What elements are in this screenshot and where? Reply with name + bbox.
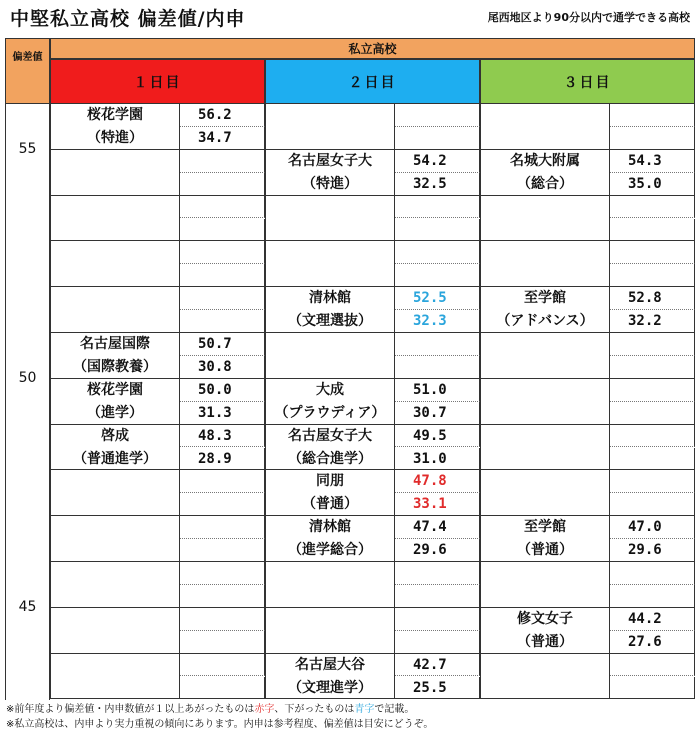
value-cell <box>180 677 265 700</box>
school-name: 清林館 <box>309 519 351 536</box>
value-cell <box>610 333 695 356</box>
day-header-3: ３日目 <box>480 59 695 104</box>
naishin-value: 30.7 <box>413 404 447 421</box>
school-name: 清林館 <box>309 290 351 307</box>
axis-label-50: 50 <box>18 369 37 386</box>
school-name: 名古屋女子大 <box>288 427 372 444</box>
name-cell <box>265 333 395 379</box>
value-cell <box>395 127 480 150</box>
axis-label-45: 45 <box>18 598 37 615</box>
name-cell <box>50 470 180 516</box>
name-cell <box>50 654 180 700</box>
name-cell <box>480 562 610 608</box>
value-cell <box>610 654 695 677</box>
school-name: 桜花学園 <box>87 107 143 123</box>
school-name: 名古屋女子大 <box>288 152 372 169</box>
hensachi-value: 54.2 <box>413 152 447 169</box>
footnote-1: ※前年度より偏差値・内申数値が１以上あがったものは赤字、下がったものは青字で記載。 <box>6 704 415 715</box>
hensachi-value: 50.7 <box>198 336 232 352</box>
page-subtitle: 尾西地区より90分以内で通学できる高校 <box>487 11 690 24</box>
school-course: （普通） <box>517 633 573 650</box>
naishin-value: 27.6 <box>628 633 662 650</box>
school-name: 桜花学園 <box>87 381 143 398</box>
naishin-value: 34.7 <box>198 129 232 146</box>
naishin-value: 29.6 <box>413 542 447 559</box>
school-name: 名古屋国際 <box>80 336 150 352</box>
school-course: （総合） <box>517 175 573 192</box>
value-cell <box>395 631 480 654</box>
naishin-value: 25.5 <box>413 679 447 696</box>
value-cell <box>180 631 265 654</box>
name-cell <box>50 608 180 654</box>
name-cell <box>480 425 610 471</box>
name-cell <box>480 104 610 150</box>
hensachi-value: 42.7 <box>413 656 447 673</box>
value-cell <box>395 196 480 219</box>
school-course: （プラウディア） <box>274 404 386 421</box>
axis-header: 偏差値 <box>5 38 50 104</box>
school-name: 啓成 <box>101 427 129 444</box>
day-header-2: ２日目 <box>265 59 480 104</box>
value-cell <box>395 562 480 585</box>
name-cell <box>50 150 180 196</box>
school-course: （進学） <box>87 404 143 421</box>
name-cell <box>480 654 610 700</box>
value-cell <box>610 379 695 402</box>
name-cell <box>265 562 395 608</box>
hensachi-value: 44.2 <box>628 610 662 627</box>
value-cell <box>180 654 265 677</box>
hensachi-value: 52.8 <box>628 290 662 307</box>
school-course: （総合進学） <box>288 450 372 467</box>
value-cell <box>395 219 480 242</box>
value-cell <box>610 562 695 585</box>
school-name: 名古屋大谷 <box>295 656 365 673</box>
value-cell <box>180 264 265 287</box>
name-cell <box>50 196 180 242</box>
value-cell <box>395 608 480 631</box>
page-title: 中堅私立高校 偏差値/内申 <box>10 8 246 30</box>
name-cell <box>265 608 395 654</box>
footnote-2: ※私立高校は、内申より実力重視の傾向にあります。内申は参考程度、偏差値は目安にどうぞ。 <box>6 719 434 730</box>
hensachi-value: 51.0 <box>413 381 447 398</box>
name-cell <box>480 379 610 425</box>
value-cell <box>395 241 480 264</box>
school-name: 同朋 <box>316 473 344 490</box>
name-cell <box>265 196 395 242</box>
value-cell <box>395 333 480 356</box>
hensachi-value: 49.5 <box>413 427 447 444</box>
value-cell <box>610 448 695 471</box>
value-cell <box>610 402 695 425</box>
value-cell <box>180 310 265 333</box>
school-name: 修文女子 <box>517 610 573 627</box>
name-cell <box>480 241 610 287</box>
school-course: （文理進学） <box>288 679 372 696</box>
hensachi-value: 47.8 <box>413 473 447 490</box>
value-cell <box>610 264 695 287</box>
school-course: （普通） <box>302 496 358 513</box>
name-cell <box>265 241 395 287</box>
hensachi-value: 47.4 <box>413 519 447 536</box>
hensachi-value: 56.2 <box>198 107 232 123</box>
value-cell <box>180 470 265 493</box>
school-course: （特進） <box>302 175 358 192</box>
value-cell <box>610 219 695 242</box>
name-cell <box>50 287 180 333</box>
value-cell <box>610 241 695 264</box>
hensachi-value: 52.5 <box>413 290 447 307</box>
value-cell <box>610 104 695 127</box>
name-cell <box>265 104 395 150</box>
hensachi-value: 54.3 <box>628 152 662 169</box>
name-cell <box>50 516 180 562</box>
value-cell <box>180 585 265 608</box>
value-cell <box>180 219 265 242</box>
value-cell <box>180 241 265 264</box>
value-cell <box>395 356 480 379</box>
value-cell <box>395 264 480 287</box>
naishin-value: 35.0 <box>628 175 662 192</box>
naishin-value: 30.8 <box>198 358 232 375</box>
value-cell <box>610 585 695 608</box>
school-course: （文理選抜） <box>288 313 372 330</box>
name-cell <box>480 333 610 379</box>
value-cell <box>610 470 695 493</box>
school-course: （国際教養） <box>73 358 157 375</box>
name-cell <box>50 562 180 608</box>
naishin-value: 32.2 <box>628 313 662 330</box>
name-cell <box>480 196 610 242</box>
group-header: 私立高校 <box>50 38 695 59</box>
school-course: （普通） <box>517 542 573 559</box>
value-cell <box>610 425 695 448</box>
value-cell <box>180 150 265 173</box>
school-course: （普通進学） <box>73 450 157 467</box>
hensachi-value: 47.0 <box>628 519 662 536</box>
footnotes <box>6 702 433 732</box>
school-course: （進学総合） <box>288 542 372 559</box>
name-cell <box>50 241 180 287</box>
value-cell <box>180 196 265 219</box>
naishin-value: 31.0 <box>413 450 447 467</box>
naishin-value: 32.3 <box>413 313 447 330</box>
naishin-value: 33.1 <box>413 496 447 513</box>
hensachi-value: 48.3 <box>198 427 232 444</box>
value-cell <box>180 562 265 585</box>
value-cell <box>180 608 265 631</box>
value-cell <box>610 127 695 150</box>
value-cell <box>610 677 695 700</box>
school-name: 至学館 <box>524 519 566 536</box>
name-cell <box>480 470 610 516</box>
value-cell <box>180 516 265 539</box>
value-cell <box>180 493 265 516</box>
value-cell <box>180 287 265 310</box>
value-cell <box>395 104 480 127</box>
axis-label-55: 55 <box>18 140 37 157</box>
school-course: （特進） <box>87 129 143 146</box>
value-cell <box>180 173 265 196</box>
day-header-1: １日目 <box>50 59 265 104</box>
value-cell <box>180 539 265 562</box>
hensachi-value: 50.0 <box>198 381 232 398</box>
school-name: 名城大附属 <box>510 152 580 169</box>
naishin-value: 29.6 <box>628 542 662 559</box>
school-course: （アドバンス） <box>496 313 594 330</box>
value-cell <box>610 196 695 219</box>
school-name: 至学館 <box>524 290 566 307</box>
naishin-value: 28.9 <box>198 450 232 467</box>
naishin-value: 32.5 <box>413 175 447 192</box>
naishin-value: 31.3 <box>198 404 232 421</box>
school-name: 大成 <box>316 381 344 398</box>
value-cell <box>610 493 695 516</box>
value-cell <box>610 356 695 379</box>
value-cell <box>395 585 480 608</box>
